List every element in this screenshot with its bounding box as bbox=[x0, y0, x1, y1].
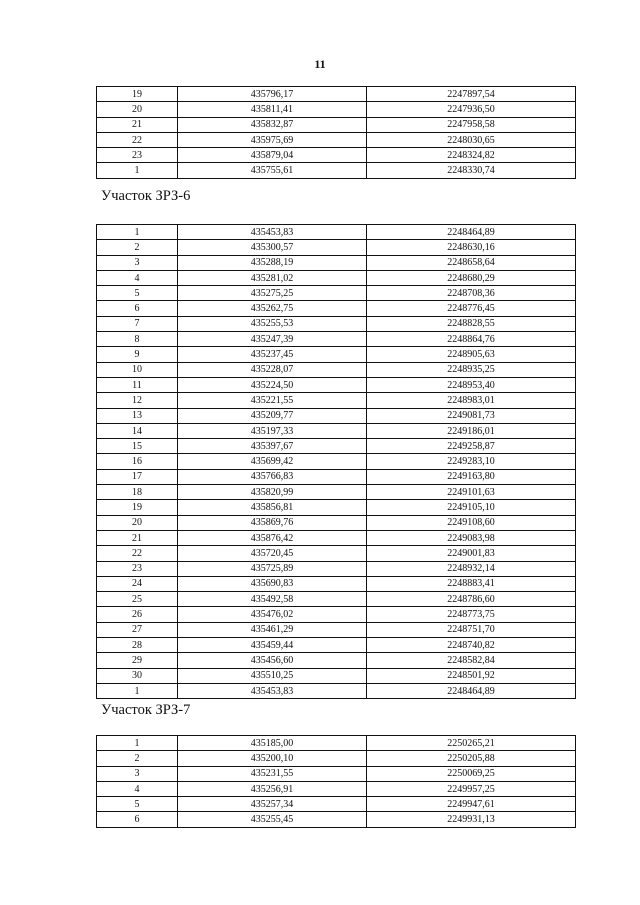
table-row bbox=[97, 683, 576, 698]
section-title-zrz-6: Участок ЗРЗ-6 bbox=[101, 188, 191, 204]
table-row bbox=[97, 225, 576, 240]
point-number-cell: 20 bbox=[97, 515, 178, 530]
x-coordinate-cell: 435510,25 bbox=[178, 668, 367, 683]
table-row bbox=[97, 255, 576, 270]
point-number-cell: 6 bbox=[97, 301, 178, 316]
table-row bbox=[97, 797, 576, 812]
table-row bbox=[97, 812, 576, 827]
table-row bbox=[97, 653, 576, 668]
y-coordinate-cell: 2249283,10 bbox=[367, 454, 576, 469]
x-coordinate-cell: 435397,67 bbox=[178, 439, 367, 454]
x-coordinate-cell: 435185,00 bbox=[178, 736, 367, 751]
x-coordinate-cell: 435453,83 bbox=[178, 683, 367, 698]
x-coordinate-cell: 435869,76 bbox=[178, 515, 367, 530]
table-row bbox=[97, 332, 576, 347]
y-coordinate-cell: 2248464,89 bbox=[367, 225, 576, 240]
y-coordinate-cell: 2247958,58 bbox=[367, 117, 576, 132]
point-number-cell: 9 bbox=[97, 347, 178, 362]
table-row bbox=[97, 469, 576, 484]
table-row bbox=[97, 751, 576, 766]
coordinates-table-continued bbox=[96, 86, 576, 179]
y-coordinate-cell: 2249947,61 bbox=[367, 797, 576, 812]
table-row bbox=[97, 132, 576, 147]
point-number-cell: 17 bbox=[97, 469, 178, 484]
x-coordinate-cell: 435725,89 bbox=[178, 561, 367, 576]
x-coordinate-cell: 435288,19 bbox=[178, 255, 367, 270]
x-coordinate-cell: 435255,45 bbox=[178, 812, 367, 827]
x-coordinate-cell: 435221,55 bbox=[178, 393, 367, 408]
y-coordinate-cell: 2248751,70 bbox=[367, 622, 576, 637]
x-coordinate-cell: 435832,87 bbox=[178, 117, 367, 132]
point-number-cell: 5 bbox=[97, 286, 178, 301]
y-coordinate-cell: 2248582,84 bbox=[367, 653, 576, 668]
y-coordinate-cell: 2248330,74 bbox=[367, 163, 576, 178]
table-row bbox=[97, 347, 576, 362]
point-number-cell: 15 bbox=[97, 439, 178, 454]
coordinates-table-zrz-6 bbox=[96, 224, 576, 699]
point-number-cell: 21 bbox=[97, 117, 178, 132]
point-number-cell: 18 bbox=[97, 485, 178, 500]
page-number: 11 bbox=[314, 57, 326, 71]
x-coordinate-cell: 435879,04 bbox=[178, 148, 367, 163]
point-number-cell: 10 bbox=[97, 362, 178, 377]
y-coordinate-cell: 2249163,80 bbox=[367, 469, 576, 484]
point-number-cell: 3 bbox=[97, 255, 178, 270]
y-coordinate-cell: 2249258,87 bbox=[367, 439, 576, 454]
x-coordinate-cell: 435459,44 bbox=[178, 638, 367, 653]
x-coordinate-cell: 435209,77 bbox=[178, 408, 367, 423]
y-coordinate-cell: 2249101,63 bbox=[367, 485, 576, 500]
point-number-cell: 4 bbox=[97, 781, 178, 796]
table-row bbox=[97, 362, 576, 377]
point-number-cell: 16 bbox=[97, 454, 178, 469]
table-row bbox=[97, 316, 576, 331]
x-coordinate-cell: 435257,34 bbox=[178, 797, 367, 812]
table-row bbox=[97, 561, 576, 576]
y-coordinate-cell: 2248883,41 bbox=[367, 576, 576, 591]
x-coordinate-cell: 435453,83 bbox=[178, 225, 367, 240]
point-number-cell: 1 bbox=[97, 683, 178, 698]
y-coordinate-cell: 2249186,01 bbox=[367, 423, 576, 438]
table-row bbox=[97, 286, 576, 301]
x-coordinate-cell: 435975,69 bbox=[178, 132, 367, 147]
table-row bbox=[97, 576, 576, 591]
point-number-cell: 2 bbox=[97, 240, 178, 255]
table-row bbox=[97, 530, 576, 545]
point-number-cell: 22 bbox=[97, 546, 178, 561]
y-coordinate-cell: 2249083,98 bbox=[367, 530, 576, 545]
y-coordinate-cell: 2248030,65 bbox=[367, 132, 576, 147]
table-row bbox=[97, 766, 576, 781]
y-coordinate-cell: 2248905,63 bbox=[367, 347, 576, 362]
table-row bbox=[97, 622, 576, 637]
point-number-cell: 4 bbox=[97, 270, 178, 285]
x-coordinate-cell: 435796,17 bbox=[178, 87, 367, 102]
y-coordinate-cell: 2248864,76 bbox=[367, 332, 576, 347]
table-row bbox=[97, 377, 576, 392]
x-coordinate-cell: 435256,91 bbox=[178, 781, 367, 796]
y-coordinate-cell: 2249108,60 bbox=[367, 515, 576, 530]
table-row bbox=[97, 240, 576, 255]
y-coordinate-cell: 2250069,25 bbox=[367, 766, 576, 781]
y-coordinate-cell: 2248786,60 bbox=[367, 592, 576, 607]
x-coordinate-cell: 435461,29 bbox=[178, 622, 367, 637]
point-number-cell: 13 bbox=[97, 408, 178, 423]
table-row bbox=[97, 102, 576, 117]
point-number-cell: 19 bbox=[97, 87, 178, 102]
point-number-cell: 27 bbox=[97, 622, 178, 637]
point-number-cell: 25 bbox=[97, 592, 178, 607]
y-coordinate-cell: 2250205,88 bbox=[367, 751, 576, 766]
point-number-cell: 5 bbox=[97, 797, 178, 812]
point-number-cell: 23 bbox=[97, 148, 178, 163]
table-row bbox=[97, 423, 576, 438]
y-coordinate-cell: 2248776,45 bbox=[367, 301, 576, 316]
x-coordinate-cell: 435766,83 bbox=[178, 469, 367, 484]
point-number-cell: 23 bbox=[97, 561, 178, 576]
y-coordinate-cell: 2248708,36 bbox=[367, 286, 576, 301]
x-coordinate-cell: 435197,33 bbox=[178, 423, 367, 438]
x-coordinate-cell: 435300,57 bbox=[178, 240, 367, 255]
x-coordinate-cell: 435811,41 bbox=[178, 102, 367, 117]
x-coordinate-cell: 435492,58 bbox=[178, 592, 367, 607]
table-row bbox=[97, 781, 576, 796]
table-row bbox=[97, 393, 576, 408]
x-coordinate-cell: 435237,45 bbox=[178, 347, 367, 362]
y-coordinate-cell: 2248464,89 bbox=[367, 683, 576, 698]
point-number-cell: 12 bbox=[97, 393, 178, 408]
y-coordinate-cell: 2249957,25 bbox=[367, 781, 576, 796]
x-coordinate-cell: 435876,42 bbox=[178, 530, 367, 545]
point-number-cell: 11 bbox=[97, 377, 178, 392]
y-coordinate-cell: 2248983,01 bbox=[367, 393, 576, 408]
point-number-cell: 24 bbox=[97, 576, 178, 591]
y-coordinate-cell: 2249081,73 bbox=[367, 408, 576, 423]
table-row bbox=[97, 736, 576, 751]
point-number-cell: 14 bbox=[97, 423, 178, 438]
table-row bbox=[97, 117, 576, 132]
point-number-cell: 26 bbox=[97, 607, 178, 622]
table-row bbox=[97, 515, 576, 530]
x-coordinate-cell: 435281,02 bbox=[178, 270, 367, 285]
y-coordinate-cell: 2247936,50 bbox=[367, 102, 576, 117]
point-number-cell: 1 bbox=[97, 163, 178, 178]
y-coordinate-cell: 2248953,40 bbox=[367, 377, 576, 392]
y-coordinate-cell: 2248658,64 bbox=[367, 255, 576, 270]
x-coordinate-cell: 435699,42 bbox=[178, 454, 367, 469]
table-row bbox=[97, 668, 576, 683]
y-coordinate-cell: 2248932,14 bbox=[367, 561, 576, 576]
point-number-cell: 22 bbox=[97, 132, 178, 147]
x-coordinate-cell: 435255,53 bbox=[178, 316, 367, 331]
table-row bbox=[97, 87, 576, 102]
x-coordinate-cell: 435476,02 bbox=[178, 607, 367, 622]
y-coordinate-cell: 2248680,29 bbox=[367, 270, 576, 285]
y-coordinate-cell: 2248324,82 bbox=[367, 148, 576, 163]
table-row bbox=[97, 638, 576, 653]
point-number-cell: 1 bbox=[97, 225, 178, 240]
y-coordinate-cell: 2249105,10 bbox=[367, 500, 576, 515]
y-coordinate-cell: 2248773,75 bbox=[367, 607, 576, 622]
point-number-cell: 19 bbox=[97, 500, 178, 515]
x-coordinate-cell: 435755,61 bbox=[178, 163, 367, 178]
x-coordinate-cell: 435456,60 bbox=[178, 653, 367, 668]
x-coordinate-cell: 435720,45 bbox=[178, 546, 367, 561]
point-number-cell: 7 bbox=[97, 316, 178, 331]
x-coordinate-cell: 435228,07 bbox=[178, 362, 367, 377]
point-number-cell: 2 bbox=[97, 751, 178, 766]
point-number-cell: 1 bbox=[97, 736, 178, 751]
table-row bbox=[97, 546, 576, 561]
x-coordinate-cell: 435200,10 bbox=[178, 751, 367, 766]
point-number-cell: 20 bbox=[97, 102, 178, 117]
y-coordinate-cell: 2247897,54 bbox=[367, 87, 576, 102]
section-title-zrz-7: Участок ЗРЗ-7 bbox=[101, 702, 191, 718]
table-row bbox=[97, 301, 576, 316]
y-coordinate-cell: 2248630,16 bbox=[367, 240, 576, 255]
y-coordinate-cell: 2249931,13 bbox=[367, 812, 576, 827]
point-number-cell: 21 bbox=[97, 530, 178, 545]
point-number-cell: 30 bbox=[97, 668, 178, 683]
y-coordinate-cell: 2248828,55 bbox=[367, 316, 576, 331]
table-row bbox=[97, 408, 576, 423]
y-coordinate-cell: 2249001,83 bbox=[367, 546, 576, 561]
y-coordinate-cell: 2248740,82 bbox=[367, 638, 576, 653]
table-row bbox=[97, 148, 576, 163]
table-row bbox=[97, 485, 576, 500]
x-coordinate-cell: 435690,83 bbox=[178, 576, 367, 591]
x-coordinate-cell: 435262,75 bbox=[178, 301, 367, 316]
y-coordinate-cell: 2250265,21 bbox=[367, 736, 576, 751]
x-coordinate-cell: 435247,39 bbox=[178, 332, 367, 347]
point-number-cell: 3 bbox=[97, 766, 178, 781]
table-row bbox=[97, 592, 576, 607]
table-row bbox=[97, 270, 576, 285]
coordinates-table-zrz-7 bbox=[96, 735, 576, 828]
table-row bbox=[97, 163, 576, 178]
point-number-cell: 29 bbox=[97, 653, 178, 668]
table-row bbox=[97, 439, 576, 454]
y-coordinate-cell: 2248935,25 bbox=[367, 362, 576, 377]
table-row bbox=[97, 607, 576, 622]
x-coordinate-cell: 435224,50 bbox=[178, 377, 367, 392]
point-number-cell: 6 bbox=[97, 812, 178, 827]
x-coordinate-cell: 435820,99 bbox=[178, 485, 367, 500]
x-coordinate-cell: 435275,25 bbox=[178, 286, 367, 301]
x-coordinate-cell: 435231,55 bbox=[178, 766, 367, 781]
table-row bbox=[97, 500, 576, 515]
x-coordinate-cell: 435856,81 bbox=[178, 500, 367, 515]
table-row bbox=[97, 454, 576, 469]
point-number-cell: 8 bbox=[97, 332, 178, 347]
y-coordinate-cell: 2248501,92 bbox=[367, 668, 576, 683]
point-number-cell: 28 bbox=[97, 638, 178, 653]
